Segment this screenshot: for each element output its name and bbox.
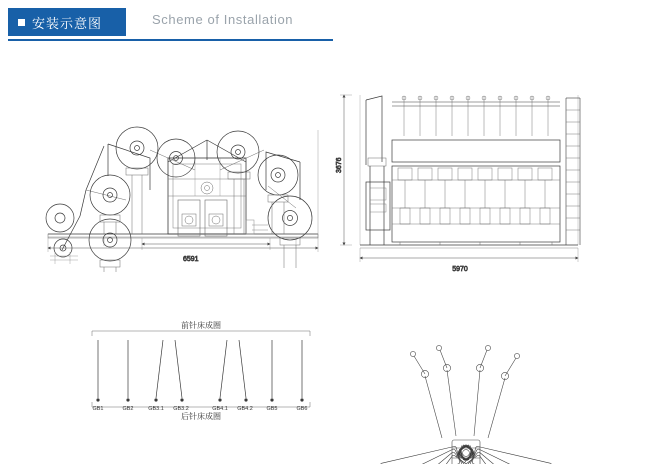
- guide-bar-top-label: 前针床成圈: [181, 321, 221, 330]
- guide-bar-bottom-label: 后针床成圈: [181, 412, 221, 421]
- header-title-tab: [8, 8, 126, 36]
- side-elevation-group: [360, 95, 580, 248]
- side-view-dimension-lines: [340, 95, 578, 262]
- guide-bar-diagram-group: [92, 331, 310, 407]
- guide-bar-label: GB3.1: [148, 406, 164, 412]
- page-title: 安装示意图: [32, 15, 103, 31]
- drawing-svg: [0, 40, 645, 464]
- fan-arrangement-group: [380, 345, 552, 464]
- side-view-height-label: 3676: [336, 157, 343, 173]
- page-subtitle: Scheme of Installation: [152, 12, 294, 27]
- guide-bar-label: GB2: [122, 406, 134, 412]
- square-bullet-icon: [18, 19, 25, 26]
- guide-bar-label: GB4.1: [212, 406, 228, 412]
- guide-bar-label: GB4.2: [237, 406, 253, 412]
- guide-bar-label: GB1: [92, 406, 104, 412]
- page-header: [0, 8, 645, 40]
- side-view-width-label: 5970: [452, 266, 468, 273]
- front-view-overall-dim: [48, 244, 318, 248]
- guide-bar-label: GB6: [296, 406, 308, 412]
- guide-bar-label: GB3.2: [173, 406, 189, 412]
- technical-drawing-area: [0, 40, 645, 464]
- guide-bar-label: GB5: [266, 406, 278, 412]
- front-view-width-label: 6591: [183, 256, 199, 263]
- front-elevation-group: [46, 127, 318, 272]
